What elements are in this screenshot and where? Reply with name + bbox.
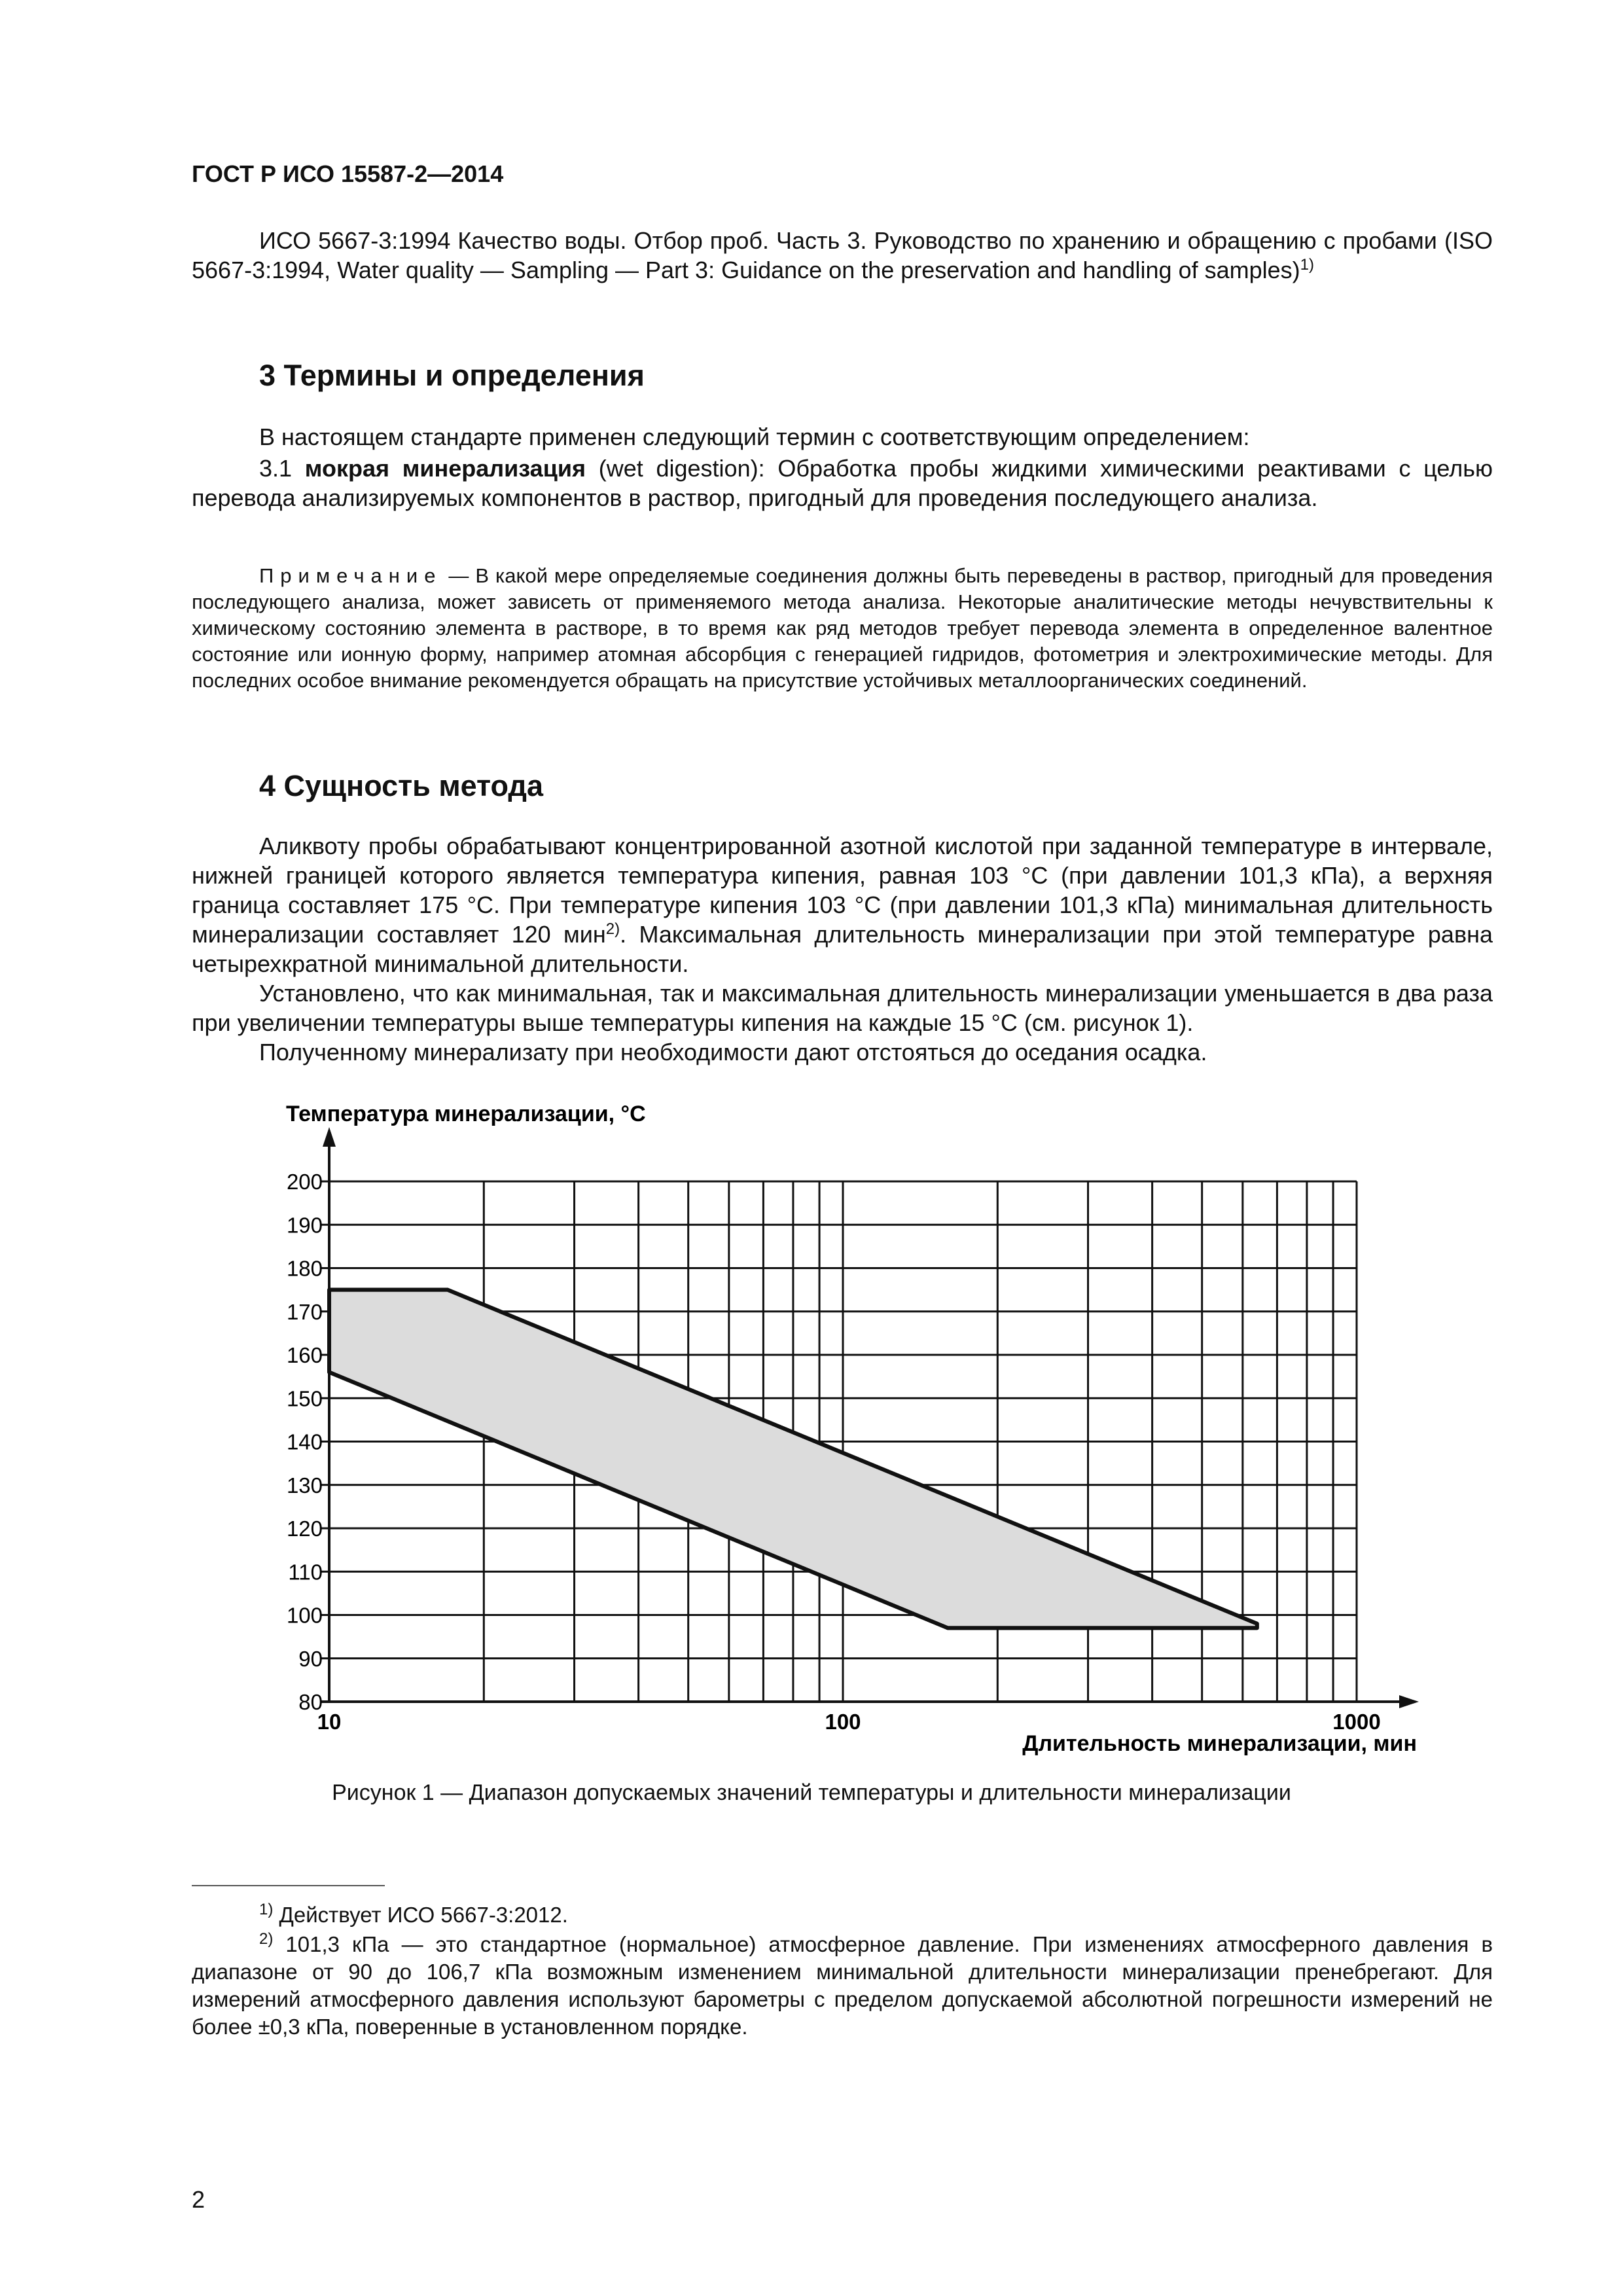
y-tick-label: 90 [298,1646,323,1671]
term-number: 3.1 [259,455,293,482]
footnote-1-mark: 1) [259,1901,274,1918]
term-text: (wet digestion): Обработка пробы жидкими химическими реактивами с целью перевода анализируемых компонентов в раствор, пригодный для проведения последующего анализа. [192,455,1493,511]
y-tick-label: 140 [286,1429,323,1454]
footnote-2-text: 101,3 кПа — это стандартное (нормальное) атмосферное давление. При изменениях атмосферного давления в диапазоне от 90 до 106,7 кПа возможным изменением минимальной длительности минерализации пренебрегают. Для измерений атмосферного давления используют барометры с пределом допускаемой абсолютной погрешности измерений не более ±0,3 кПа, поверенные в установленном порядке. [192,1932,1493,2039]
footnote-mark-1: 1) [1300,256,1314,274]
note-text: — В какой мере определяемые соединения должны быть переведены в раствор, пригодный для проведения последующего анализа, может зависеть от применяемого метода анализа. Некоторые аналитические методы нечувствительны к химическому состоянию элемента в растворе, в то время как ряд методов требует перевода элемента в определенное валентное состояние или ионную форму, например атомная абсорбция с генерацией гидридов, фотометрия и электрохимические методы. Для последних особое внимание рекомендуется обращать на присутствие устойчивых металлоорганических соединений. [192,564,1493,692]
term-name: мокрая минерализация [304,455,586,482]
page-number: 2 [192,2186,205,2213]
y-tick-label: 130 [286,1473,323,1498]
y-tick-label: 190 [286,1213,323,1238]
document-header: ГОСТ Р ИСО 15587-2—2014 [192,160,504,187]
y-tick-label: 110 [288,1560,323,1585]
footnote-1-text: Действует ИСО 5667-3:2012. [279,1903,568,1927]
y-tick-label: 180 [286,1256,323,1281]
term-definition [192,454,1493,512]
footnote-divider [192,1885,385,1886]
section-4-paragraph-3: Полученному минерализату при необходимости дают отстояться до оседания осадка. [259,1039,1207,1066]
x-tick-label: 1000 [1332,1710,1381,1734]
y-tick-label: 200 [286,1170,323,1194]
x-tick-label: 10 [317,1710,342,1734]
footnote-mark-2: 2) [605,920,620,938]
y-tick-label: 160 [286,1343,323,1367]
note-label: Примечание [259,564,442,587]
reference-text: ИСО 5667-3:1994 Качество воды. Отбор проб. Часть 3. Руководство по хранению и обращению с пробами (ISO 5667-3:1994, Water quality — Sampling — Part 3: Guidance on the preservation and handling of samples) [192,227,1493,283]
footnote-2 [192,1931,1493,2041]
x-axis-arrow-icon [1399,1695,1419,1708]
x-tick-label: 100 [825,1710,861,1734]
y-axis-arrow-icon [323,1127,336,1147]
y-tick-label: 150 [286,1386,323,1411]
paragraph-1-text-b: . Максимальная длительность минерализации при этой температуре равна четырехкратной минимальной длительности. [192,921,1493,977]
footnote-1 [192,1901,1493,1929]
note-paragraph [192,563,1493,694]
reference-paragraph [192,226,1493,285]
paragraph-1-text-a: Аликвоту пробы обрабатывают концентрированной азотной кислотой при заданной температуре в интервале, нижней границей которого является температура кипения, равная 103 °C (при давлении 101,3 кПа), а верхняя граница составляет 175 °C. При температуре кипения 103 °C (при давлении 101,3 кПа) минимальная длительность минерализации составляет 120 мин [192,833,1493,948]
x-axis-title: Длительность минерализации, мин [1022,1731,1417,1756]
section-4-paragraph-2: Установлено, что как минимальная, так и максимальная длительность минерализации уменьшается в два раза при увеличении температуры выше температуры кипения на каждые 15 °C (см. рисунок 1). [192,980,1493,1036]
y-axis-title: Температура минерализации, °С [286,1102,646,1126]
lower-boundary-line [329,1372,1257,1628]
y-tick-label: 80 [298,1690,323,1714]
upper-boundary-line [329,1290,1257,1624]
figure-caption: Рисунок 1 — Диапазон допускаемых значений температуры и длительности минерализации [332,1780,1291,1805]
y-tick-label: 120 [286,1516,323,1541]
section-4-title: 4 Сущность метода [259,769,543,802]
y-tick-label: 100 [286,1603,323,1628]
footnote-2-mark: 2) [259,1930,274,1948]
section-4-paragraph-1 [192,831,1493,978]
section-3-intro: В настоящем стандарте применен следующий термин с соответствующим определением: [259,423,1250,450]
section-3-title: 3 Термины и определения [259,359,645,392]
permissible-range-area [329,1290,1257,1628]
y-tick-label: 170 [286,1299,323,1324]
